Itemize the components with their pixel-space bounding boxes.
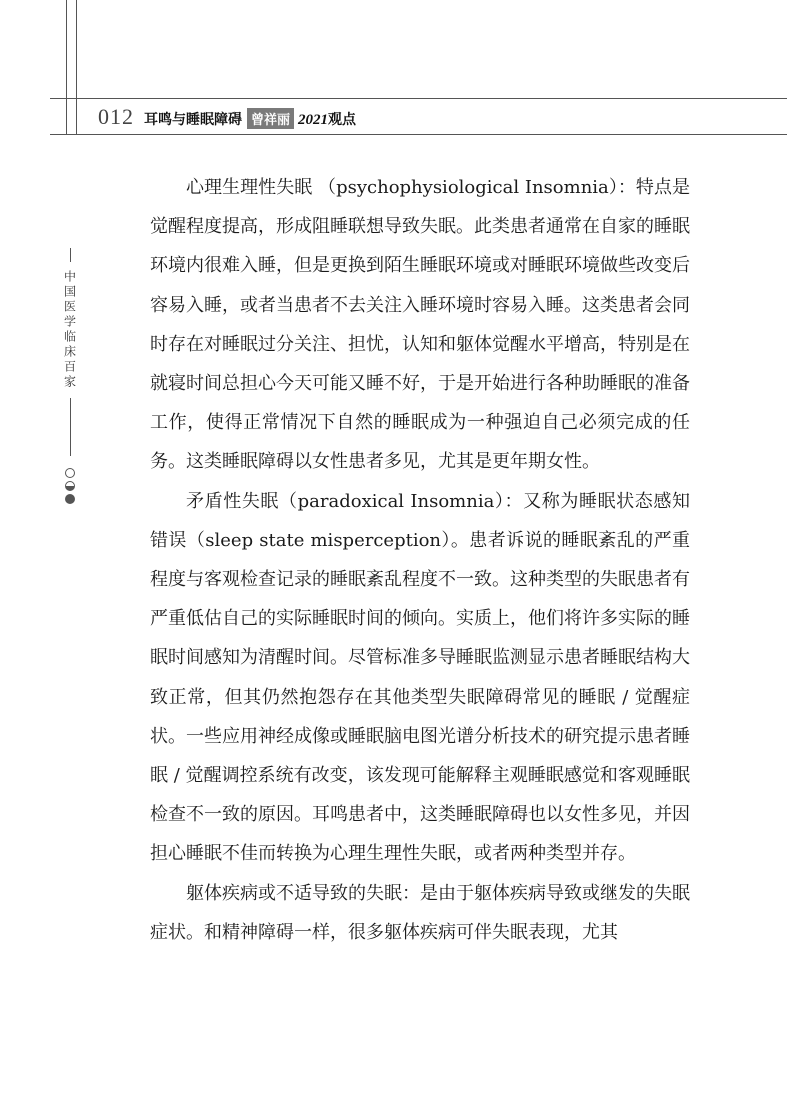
dot-half-icon: [65, 481, 75, 491]
title-suffix: 观点: [328, 112, 357, 128]
paragraph-paradoxical-insomnia: 矛盾性失眠（paradoxical Insomnia）：又称为睡眠状态感知错误（sleep state misperception）。患者诉说的睡眠紊乱的严重程度与客观检查记录的睡眠紊乱程度不一致。这种类型的失眠患者有严重低估自己的实际睡眠时间的倾向。实质上，他们将许多实际的睡眠时间感知为清醒时间。尽管标准多导睡眠监测显示患者睡眠结构大致正常，但其仍然抱怨存在其他类型失眠障碍常见的睡眠 / 觉醒症状。一些应用神经成像或睡眠脑电图光谱分析技术的研究提示患者睡眠 / 觉醒调控系统有改变，该发现可能解释主观睡眠感觉和客观睡眠检查不一致的原因。耳鸣患者中，这类睡眠障碍也以女性多见，并因担心睡眠不佳而转换为心理生理性失眠，或者两种类型并存。: [150, 490, 690, 865]
side-tab-line-bottom: [70, 398, 71, 456]
body-text: [150, 168, 690, 952]
header-rule-top: [50, 98, 787, 99]
page-number: 012: [98, 104, 134, 129]
author-name: 曾祥丽: [247, 108, 294, 129]
running-header: [98, 104, 356, 136]
year: 2021: [298, 112, 329, 128]
side-tab-line-top: [70, 248, 71, 262]
dot-full-icon: [65, 494, 75, 504]
paragraph-somatic-insomnia: 躯体疾病或不适导致的失眠：是由于躯体疾病导致或继发的失眠症状。和精神障碍一样，很多躯体疾病可伴失眠表现，尤其: [150, 882, 690, 943]
paragraph-psychophysiological-insomnia: 心理生理性失眠 （psychophysiological Insomnia）：特点是觉醒程度提高，形成阻睡联想导致失眠。此类患者通常在自家的睡眠环境内很难入睡，但是更换到陌生睡眠环境或对睡眠环境做些改变后容易入睡，或者当患者不去关注入睡环境时容易入睡。这类患者会同时存在对睡眠过分关注、担忧，认知和躯体觉醒水平增高，特别是在就寝时间总担心今天可能又睡不好，于是开始进行各种助睡眠的准备工作，使得正常情况下自然的睡眠成为一种强迫自己必须完成的任务。这类睡眠障碍以女性患者多见，尤其是更年期女性。: [150, 177, 690, 473]
side-tab-label: 中国医学临床百家: [62, 270, 77, 390]
side-tab: [60, 248, 80, 504]
progress-dots: [65, 468, 75, 504]
crop-line-vertical-2: [76, 0, 77, 135]
book-title: 耳鸣与睡眠障碍: [144, 112, 242, 128]
crop-line-vertical-1: [66, 0, 67, 135]
dot-empty-icon: [65, 468, 75, 478]
